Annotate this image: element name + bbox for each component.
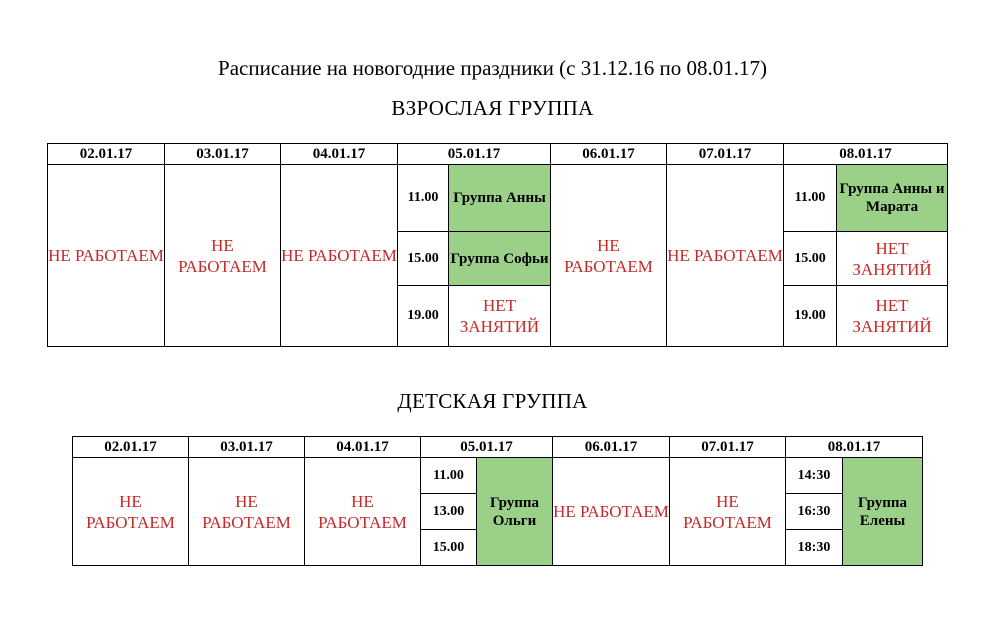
no-classes-cell: НЕТ ЗАНЯТИЙ — [837, 286, 948, 347]
closed-cell: НЕ РАБОТАЕМ — [165, 165, 281, 347]
time-cell: 11.00 — [421, 458, 477, 494]
group-cell: Группа Анны и Марата — [837, 165, 948, 232]
date-header: 02.01.17 — [73, 437, 189, 458]
closed-cell: НЕ РАБОТАЕМ — [73, 458, 189, 566]
kids-group-heading: ДЕТСКАЯ ГРУППА — [397, 389, 588, 413]
time-cell: 15.00 — [421, 530, 477, 566]
date-header: 04.01.17 — [305, 437, 421, 458]
time-cell: 15.00 — [784, 232, 837, 286]
date-header: 05.01.17 — [398, 144, 551, 165]
date-header: 07.01.17 — [667, 144, 784, 165]
date-header: 07.01.17 — [670, 437, 786, 458]
date-header: 04.01.17 — [281, 144, 398, 165]
group-cell: Группа Елены — [843, 458, 923, 566]
time-cell: 11.00 — [398, 165, 449, 232]
time-cell: 14:30 — [786, 458, 843, 494]
group-cell: Группа Ольги — [477, 458, 553, 566]
group-cell: Группа Софьи — [449, 232, 551, 286]
no-classes-cell: НЕТ ЗАНЯТИЙ — [837, 232, 948, 286]
closed-cell: НЕ РАБОТАЕМ — [553, 458, 670, 566]
time-cell: 11.00 — [784, 165, 837, 232]
closed-cell: НЕ РАБОТАЕМ — [305, 458, 421, 566]
group-cell: Группа Анны — [449, 165, 551, 232]
date-header: 06.01.17 — [551, 144, 667, 165]
page-title: Расписание на новогодние праздники (с 31.12.16 по 08.01.17) — [218, 56, 767, 80]
time-cell: 19.00 — [398, 286, 449, 347]
closed-cell: НЕ РАБОТАЕМ — [551, 165, 667, 347]
closed-cell: НЕ РАБОТАЕМ — [670, 458, 786, 566]
date-header: 08.01.17 — [786, 437, 923, 458]
date-header: 08.01.17 — [784, 144, 948, 165]
time-cell: 15.00 — [398, 232, 449, 286]
closed-cell: НЕ РАБОТАЕМ — [48, 165, 165, 347]
date-header: 02.01.17 — [48, 144, 165, 165]
adult-group-heading: ВЗРОСЛАЯ ГРУППА — [391, 96, 594, 120]
date-header: 03.01.17 — [165, 144, 281, 165]
time-cell: 13.00 — [421, 494, 477, 530]
time-cell: 19.00 — [784, 286, 837, 347]
kids-schedule-table — [72, 436, 923, 566]
date-header: 05.01.17 — [421, 437, 553, 458]
time-cell: 16:30 — [786, 494, 843, 530]
date-header: 03.01.17 — [189, 437, 305, 458]
date-header: 06.01.17 — [553, 437, 670, 458]
closed-cell: НЕ РАБОТАЕМ — [281, 165, 398, 347]
adult-schedule-table — [47, 143, 948, 347]
closed-cell: НЕ РАБОТАЕМ — [667, 165, 784, 347]
closed-cell: НЕ РАБОТАЕМ — [189, 458, 305, 566]
no-classes-cell: НЕТ ЗАНЯТИЙ — [449, 286, 551, 347]
time-cell: 18:30 — [786, 530, 843, 566]
